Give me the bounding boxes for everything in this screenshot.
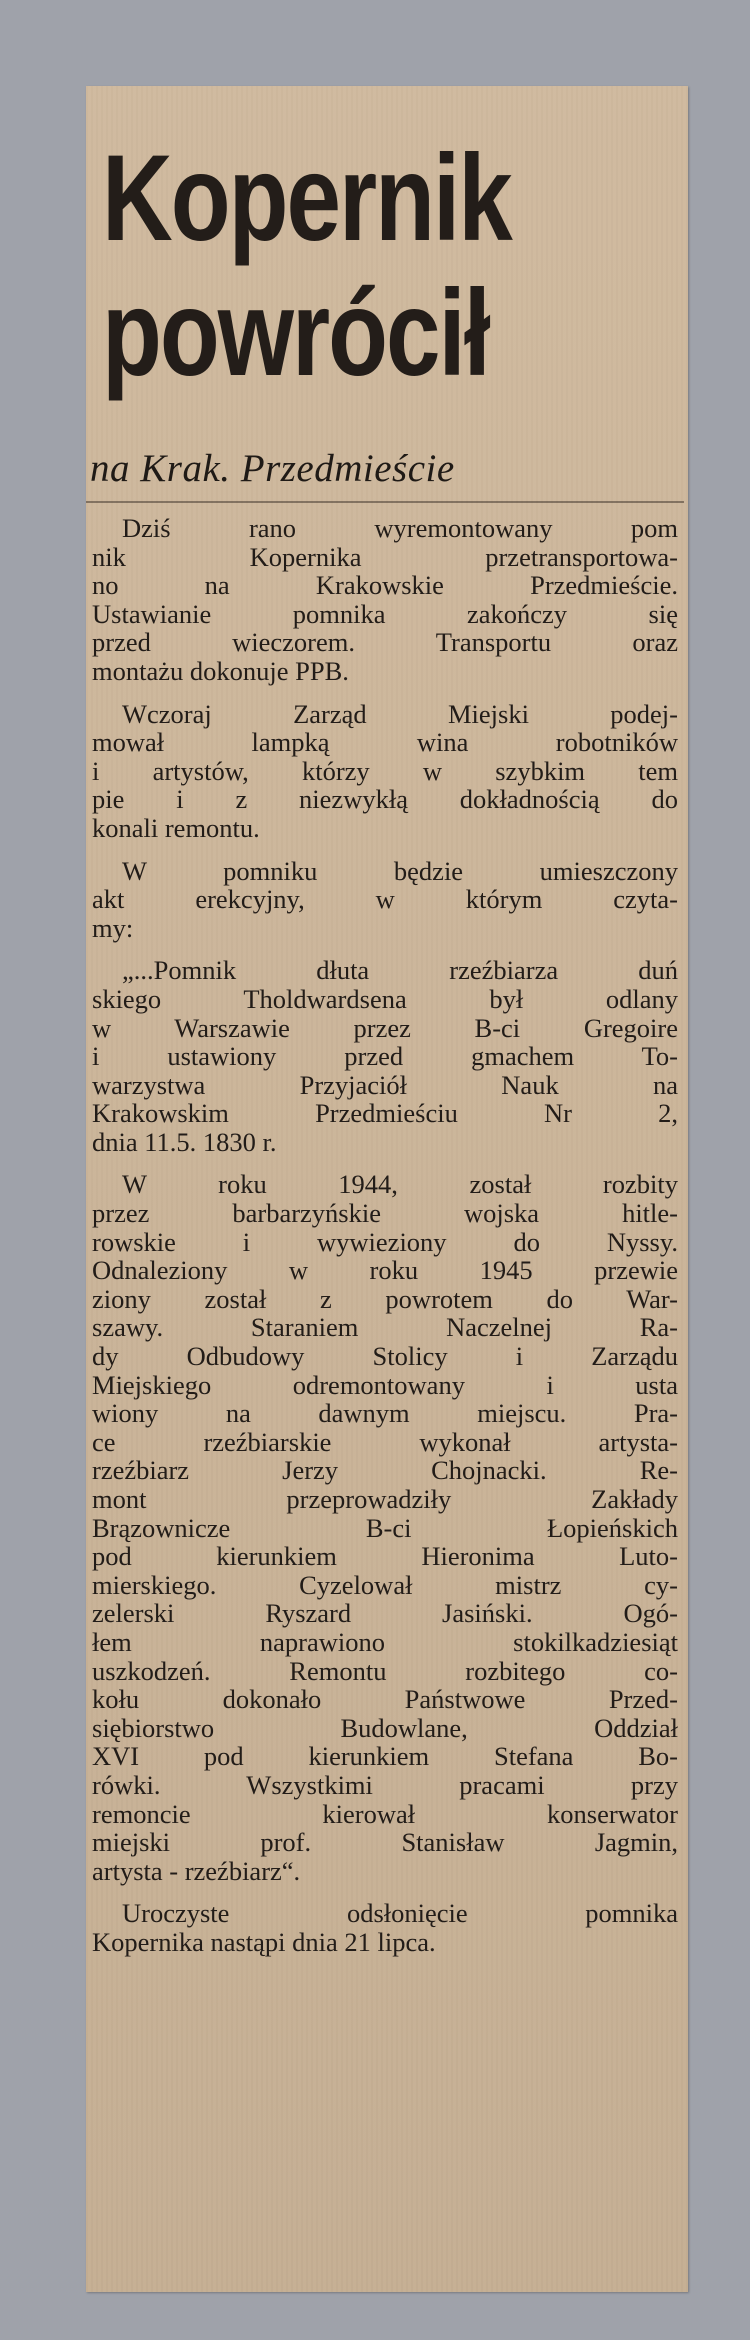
article-line: dy Odbudowy Stolicy i Zarządu [92, 1341, 678, 1372]
article-line: Kopernika nastąpi dnia 21 lipca. [92, 1926, 436, 1957]
article-line: i ustawiony przed gmachem To- [92, 1041, 678, 1072]
article-line: akt erekcyjny, w którym czyta- [92, 884, 678, 915]
article-paragraph [92, 514, 678, 686]
newspaper-clipping [86, 86, 688, 2292]
article-line: kołu dokonało Państwowe Przed- [92, 1684, 678, 1715]
article-line: rowskie i wywieziony do Nyssy. [92, 1226, 678, 1257]
article-line: pie i z niezwykłą dokładnością do [92, 784, 678, 815]
subheadline: na Krak. Przedmieście [90, 447, 455, 490]
article-line: Dziś rano wyremontowany pom [122, 513, 678, 543]
article-line: W pomniku będzie umieszczony [122, 855, 678, 886]
article-line: montażu dokonuje PPB. [92, 655, 349, 686]
article-line: no na Krakowskie Przedmieście. [92, 570, 678, 601]
article-line: pod kierunkiem Hieronima Luto- [92, 1541, 678, 1572]
article-line: „...Pomnik dłuta rzeźbiarza duń [122, 955, 678, 986]
article-line: XVI pod kierunkiem Stefana Bo- [92, 1741, 678, 1772]
article-line: miejski prof. Stanisław Jagmin, [92, 1827, 678, 1858]
article-line: szawy. Staraniem Naczelnej Ra- [92, 1312, 678, 1343]
article-line: w Warszawie przez B-ci Gregoire [92, 1012, 678, 1043]
headline [102, 130, 662, 400]
article-line: przed wieczorem. Transportu oraz [92, 627, 678, 658]
article-line: wiony na dawnym miejscu. Pra- [92, 1398, 678, 1429]
article-line: ziony został z powrotem do War- [92, 1283, 678, 1314]
article-paragraph [92, 956, 678, 1156]
article-paragraph [92, 857, 678, 943]
article-line: zelerski Ryszard Jasiński. Ogó- [92, 1598, 678, 1629]
article-line: Miejskiego odremontowany i usta [92, 1369, 678, 1400]
headline-line: powrócił [102, 263, 489, 402]
article-line: warzystwa Przyjaciół Nauk na [92, 1069, 678, 1100]
article-line: mował lampką wina robotników [92, 727, 678, 758]
article-line: ce rzeźbiarskie wykonał artysta- [92, 1426, 678, 1457]
article-line: artysta - rzeźbiarz“. [92, 1855, 301, 1886]
article-line: Wczoraj Zarząd Miejski podej- [122, 698, 678, 729]
article-line: dnia 11.5. 1830 r. [92, 1126, 277, 1157]
article-line: rzeźbiarz Jerzy Chojnacki. Re- [92, 1455, 678, 1486]
article-line: łem naprawiono stokilkadziesiąt [92, 1626, 678, 1657]
article-paragraph [92, 700, 678, 843]
article-line: przez barbarzyńskie wojska hitle- [92, 1198, 678, 1229]
article-line: W roku 1944, został rozbity [122, 1169, 678, 1200]
headline-line: Kopernik [102, 128, 511, 267]
article-line: siębiorstwo Budowlane, Oddział [92, 1712, 678, 1743]
article-line: i artystów, którzy w szybkim tem [92, 755, 678, 786]
article-paragraph [92, 1899, 678, 1956]
article-line: Krakowskim Przedmieściu Nr 2, [92, 1098, 678, 1129]
article-line: nik Kopernika przetransportowa- [92, 541, 678, 572]
article-line: my: [92, 912, 134, 943]
divider [86, 501, 684, 503]
article-body [92, 514, 678, 1971]
article-line: Brązownicze B-ci Łopieńskich [92, 1512, 678, 1543]
article-line: Odnaleziony w roku 1945 przewie [92, 1255, 678, 1286]
article-paragraph [92, 1170, 678, 1885]
article-line: uszkodzeń. Remontu rozbitego co- [92, 1655, 678, 1686]
article-line: remoncie kierował konserwator [92, 1798, 678, 1829]
article-line: mont przeprowadziły Zakłady [92, 1484, 678, 1514]
article-line: rówki. Wszystkimi pracami przy [92, 1769, 678, 1800]
article-line: Uroczyste odsłonięcie pomnika [122, 1898, 678, 1929]
article-line: Ustawianie pomnika zakończy się [92, 598, 678, 629]
article-line: skiego Tholdwardsena był odlany [92, 983, 678, 1014]
article-line: mierskiego. Cyzelował mistrz cy- [92, 1569, 678, 1600]
article-line: konali remontu. [92, 812, 260, 843]
